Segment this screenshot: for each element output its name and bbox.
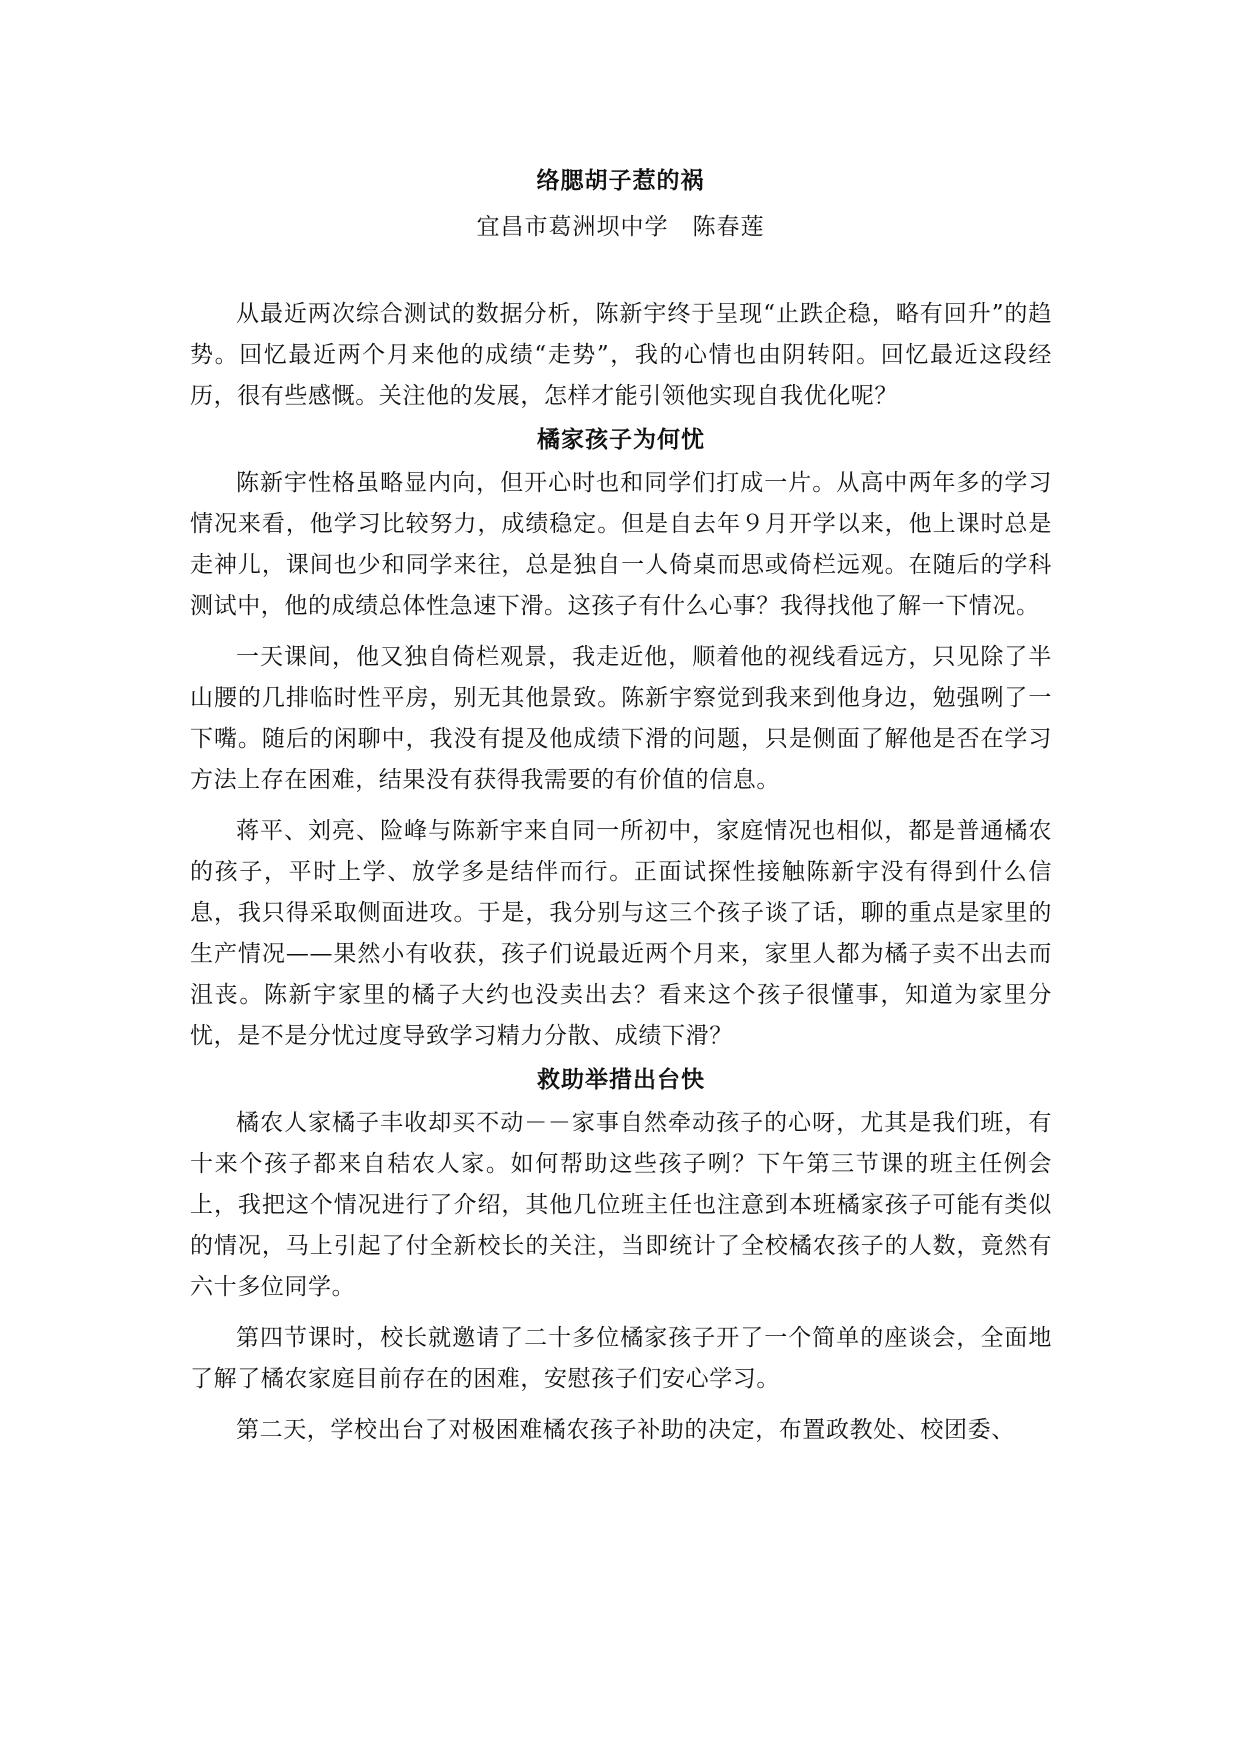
paragraph-5: 橘农人家橘子丰收却买不动－－家事自然牵动孩子的心呀，尤其是我们班，有十来个孩子都来自秸农人家。如何帮助这些孩子咧？下午第三节课的班主任例会上，我把这个情况进行了介绍，其他几位班主任也注意到本班橘家孩子可能有类似的情况，马上引起了付全新校长的关注，当即统计了全校橘农孩子的人数，竟然有六十多位同学。 xyxy=(190,1110,1052,1300)
paragraph-6: 第四节课时，校长就邀请了二十多位橘家孩子开了一个简单的座谈会，全面地了解了橘农家庭目前存在的困难，安慰孩子们安心学习。 xyxy=(190,1325,1052,1392)
author-byline: 宜昌市葛洲坝中学 陈春莲 xyxy=(476,214,765,240)
article-body xyxy=(190,294,1052,1451)
paragraph-intro: 从最近两次综合测试的数据分析，陈新宇终于呈现“止跌企稳，略有回升”的趋势。回忆最近两个月来他的成绩“走势”，我的心情也由阴转阳。回忆最近这段经历，很有些感慨。关注他的发展，怎样才能引领他实现自我优化呢？ xyxy=(190,301,1052,409)
paragraph-7: 第二天，学校出台了对极困难橘农孩子补助的决定，布置政教处、校团委、 xyxy=(236,1417,1015,1443)
section-heading-2: 救助举措出台快 xyxy=(537,1066,705,1093)
paragraph-3: 一天课间，他又独自倚栏观景，我走近他，顺着他的视线看远方，只见除了半山腰的几排临时性平房，别无其他景致。陈新宇察觉到我来到他身边，勉强咧了一下嘴。随后的闲聊中，我没有提及他成绩下滑的问题，只是侧面了解他是否在学习方法上存在困难，结果没有获得我需要的有价值的信息。 xyxy=(190,644,1052,793)
section-heading-1: 橘家孩子为何忧 xyxy=(537,426,705,453)
paragraph-2: 陈新宇性格虽略显内向，但开心时也和同学们打成一片。从高中两年多的学习情况来看，他学习比较努力，成绩稳定。但是自去年９月开学以来，他上课时总是走神儿，课间也少和同学来往，总是独自一人倚桌而思或倚栏远观。在随后的学科测试中，他的成绩总体性急速下滑。这孩子有什么心事？我得找他了解一下情况。 xyxy=(190,470,1052,619)
paragraph-4: 蒋平、刘亮、险峰与陈新宇来自同一所初中，家庭情况也相似，都是普通橘农的孩子，平时上学、放学多是结伴而行。正面试探性接触陈新宇没有得到什么信息，我只得采取侧面进攻。于是，我分别与这三个孩子谈了话，聊的重点是家里的生产情况——果然小有收获，孩子们说最近两个月来，家里人都为橘子卖不出去而沮丧。陈新宇家里的橘子大约也没卖出去？看来这个孩子很懂事，知道为家里分忧，是不是分忧过度导致学习精力分散、成绩下滑？ xyxy=(190,818,1052,1049)
article-title: 络腮胡子惹的祸 xyxy=(536,167,705,194)
